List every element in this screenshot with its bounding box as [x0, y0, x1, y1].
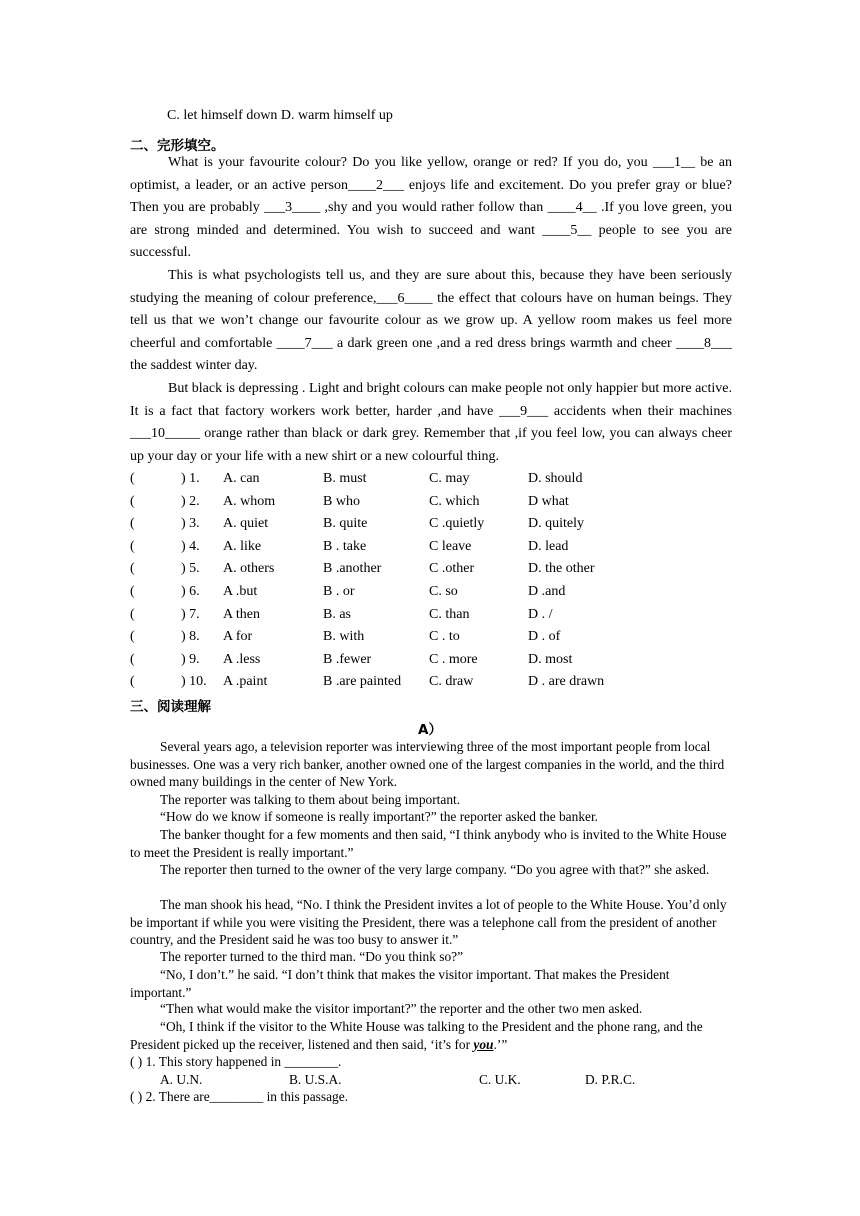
option-a: A for [223, 629, 253, 645]
option-b: B .are painted [323, 674, 402, 690]
cloze-paragraph-1: What is your favourite colour? Do you like yellow, orange or red? If you do, you ___1__ be an optimist, a leader, or an active person____2___ enjoys life and excitement. Do you prefer gray or blue? Then you are probably ___3____ ,shy and you would rather follow than ____4__ .If you love green, you are strong minded and determined. You wish to succeed and want ____5__ people to see you are successful. [130, 155, 732, 261]
option-c: C. U.K. [479, 1072, 521, 1087]
reading-paragraph-10-text: “Oh, I think if the visitor to the White House was talking to the President and the phone rang, and the President picked up the receiver, listened and then said, ‘it’s for [130, 1019, 703, 1052]
reading-question-1-stem: ( ) 1. This story happened in ________. [130, 1054, 342, 1069]
option-b: B . or [323, 584, 355, 599]
option-d: D .and [528, 584, 566, 599]
option-b: B. must [323, 471, 367, 486]
option-d: D . are drawn [528, 674, 605, 690]
question-number: ) 9. [181, 651, 200, 667]
question-number: ) 1. [181, 471, 200, 486]
paren-open: ( [130, 471, 135, 486]
reading-paragraph-7: The reporter turned to the third man. “Do you think so?” [160, 949, 464, 964]
option-c: C . more [429, 651, 478, 667]
question-number: ) 3. [181, 516, 200, 532]
option-d: D what [528, 493, 569, 509]
option-d: D. most [528, 651, 573, 667]
option-a: A. quiet [223, 516, 269, 532]
option-a: A. whom [223, 493, 276, 509]
cloze-paragraph-3: But black is depressing . Light and bright colours can make people not only happier but more active. It is a fact that factory workers work better, harder ,and have ___9___ accidents when their machines ___10_____ orange rather than black or dark grey. Remember that ,if you feel low, you can always cheer up your day or your life with a new shirt or a new colourful thing. [130, 381, 732, 464]
option-a: A .paint [223, 674, 268, 690]
paren-open: ( [130, 561, 135, 577]
option-c: C. so [429, 584, 458, 599]
option-d: D. should [528, 471, 583, 486]
option-c: C .quietly [429, 516, 485, 532]
passage-label: A） [418, 722, 442, 738]
option-b: B who [323, 493, 360, 509]
reading-paragraph-10-end: .’” [493, 1036, 508, 1052]
reading-paragraph-4: The banker thought for a few moments and then said, “I think anybody who is invited to the White House to meet the President is really important.” [130, 827, 727, 860]
paren-open: ( [130, 538, 135, 554]
option-d: D . of [528, 629, 561, 645]
option-c: C . to [429, 629, 460, 645]
reading-paragraph-3: “How do we know if someone is really important?” the reporter asked the banker. [160, 809, 599, 824]
paren-open: ( [130, 516, 135, 532]
option-c: C. may [429, 471, 470, 486]
option-a: A .less [223, 651, 261, 667]
reading-paragraph-1: Several years ago, a television reporter was interviewing three of the most important people from local businesses. One was a very rich banker, another owned one of the largest companies in the world, and the third owned many buildings in the center of New York. [130, 739, 725, 790]
paren-open: ( [130, 584, 135, 599]
question-number: ) 5. [181, 561, 200, 577]
question-number: ) 2. [181, 493, 200, 509]
option-d: D. the other [528, 561, 595, 577]
cloze-paragraph-2: This is what psychologists tell us, and they are sure about this, because they have been seriously studying the meaning of colour preference,___6____ the effect that colours have on human beings. They tell us that we won’t change our favourite colour as we grow up. A yellow room makes us feel more cheerful and comfortable ____7___ a dark green one ,and a red dress brings warmth and cheer ____8___ the saddest winter day. [130, 268, 732, 374]
reading-paragraph-6: The man shook his head, “No. I think the President invites a lot of people to the White House. You’d only be important if while you were visiting the President, there was a telephone call from the president of another country, and the President said he was too busy to answer it.” [130, 897, 727, 948]
reading-paragraph-2: The reporter was talking to them about being important. [160, 792, 461, 807]
reading-paragraph-8: “No, I don’t.” he said. “I don’t think that makes the visitor important. That makes the President important.” [130, 967, 670, 1000]
option-c: C. than [429, 606, 470, 622]
reading-paragraph-5: The reporter then turned to the owner of the very large company. “Do you agree with that?” she asked. [160, 862, 710, 877]
paren-open: ( [130, 674, 135, 690]
option-c: C. which [429, 493, 480, 509]
option-a: A .but [223, 584, 258, 599]
reading-question-2-stem: ( ) 2. There are________ in this passage. [130, 1089, 349, 1104]
option-d: D. P.R.C. [585, 1072, 636, 1087]
option-a: A. can [223, 471, 260, 486]
option-b: B. U.S.A. [289, 1072, 342, 1087]
option-b: B .another [323, 561, 382, 577]
question-number: ) 7. [181, 606, 200, 622]
question-number: ) 4. [181, 538, 200, 554]
option-c: C leave [429, 538, 472, 554]
previous-question-options: C. let himself down D. warm himself up [167, 108, 393, 123]
option-a: A. U.N. [160, 1072, 203, 1087]
option-b: B .fewer [323, 651, 372, 667]
reading-paragraph-10 [130, 1018, 730, 1053]
question-number: ) 6. [181, 584, 200, 599]
option-d: D . / [528, 606, 553, 622]
paren-open: ( [130, 493, 135, 509]
question-number: ) 8. [181, 629, 200, 645]
paren-open: ( [130, 606, 135, 622]
option-d: D. lead [528, 538, 569, 554]
question-number: ) 10. [181, 674, 207, 690]
option-b: B. as [323, 606, 351, 622]
option-b: B. quite [323, 516, 368, 532]
option-d: D. quitely [528, 516, 584, 532]
reading-paragraph-9: “Then what would make the visitor important?” the reporter and the other two men asked. [160, 1001, 643, 1016]
paren-open: ( [130, 651, 135, 667]
option-a: A then [223, 606, 260, 622]
paren-open: ( [130, 629, 135, 645]
section-heading-reading: 三、阅读理解 [130, 699, 211, 715]
option-a: A. others [223, 561, 275, 577]
section-heading-cloze: 二、完形填空。 [130, 138, 225, 154]
option-b: B . take [323, 538, 367, 554]
option-c: C. draw [429, 674, 474, 690]
option-a: A. like [223, 538, 262, 554]
option-c: C .other [429, 561, 475, 577]
emphasized-word: you [473, 1036, 494, 1052]
option-b: B. with [323, 629, 365, 645]
